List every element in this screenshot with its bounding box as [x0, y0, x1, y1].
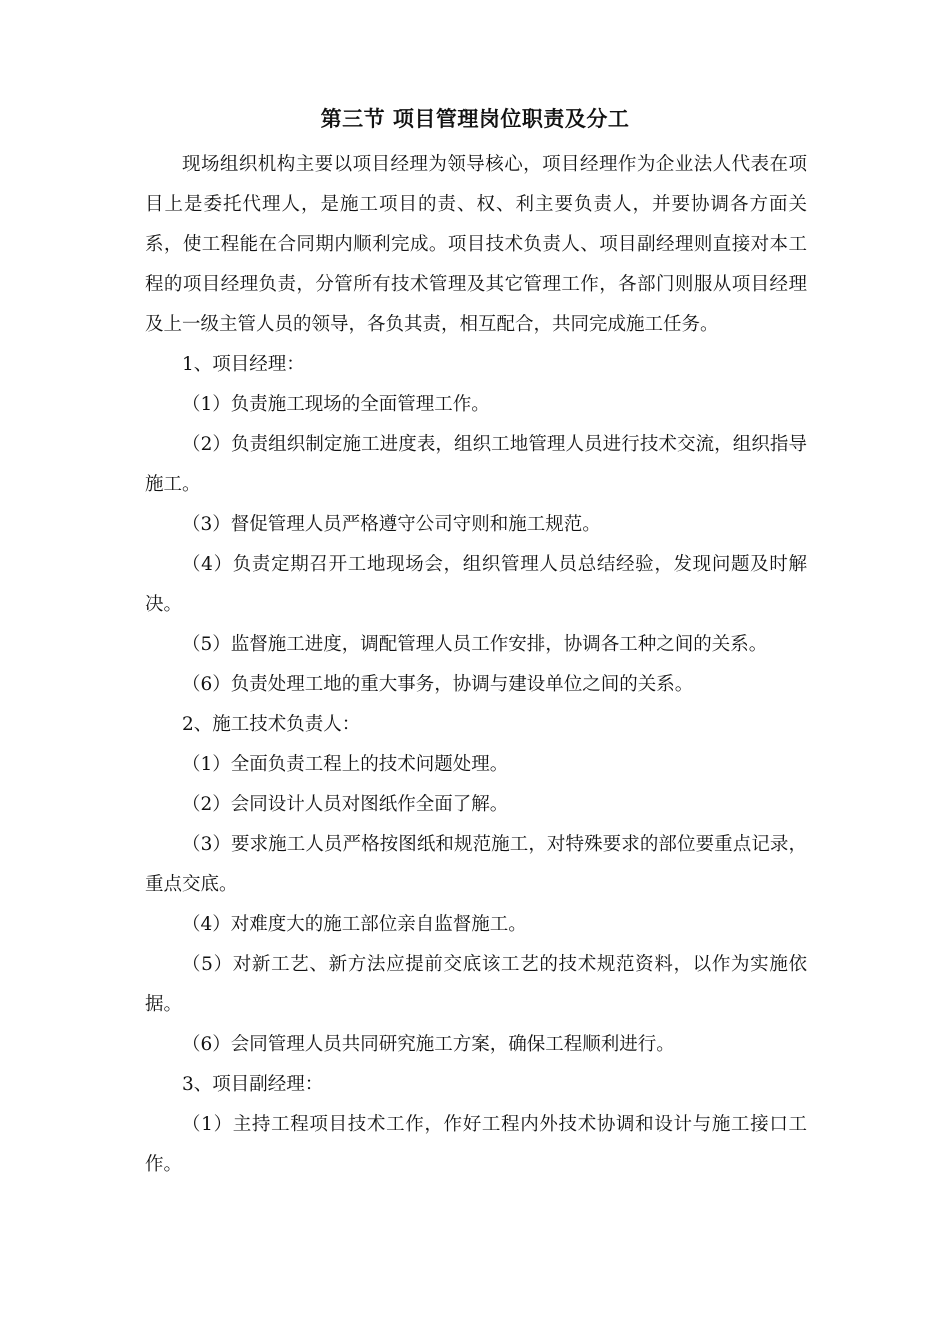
list-item: （1）主持工程项目技术工作，作好工程内外技术协调和设计与施工接口工作。 — [145, 1114, 807, 1175]
list-item: （6）会同管理人员共同研究施工方案，确保工程顺利进行。 — [182, 1034, 675, 1055]
paragraph-intro: 现场组织机构主要以项目经理为领导核心，项目经理作为企业法人代表在项目上是委托代理人，是施工项目的责、权、利主要负责人，并要协调各方面关系，使工程能在合同期内顺利完成。项目技术负责人、项目副经理则直接对本工程的项目经理负责，分管所有技术管理及其它管理工作，各部门则服从项目经理及上一级主管人员的领导，各负其责，相互配合，共同完成施工任务。 — [145, 154, 807, 335]
heading-technical-lead: 2、施工技术负责人： — [182, 714, 361, 735]
list-item: （3）督促管理人员严格遵守公司守则和施工规范。 — [182, 514, 601, 535]
list-item: （4）负责定期召开工地现场会，组织管理人员总结经验，发现问题及时解决。 — [145, 554, 807, 615]
list-item: （4）对难度大的施工部位亲自监督施工。 — [182, 914, 527, 935]
list-item: （1）负责施工现场的全面管理工作。 — [182, 394, 490, 415]
list-item: （5）监督施工进度，调配管理人员工作安排，协调各工种之间的关系。 — [182, 634, 768, 655]
document-body — [145, 145, 807, 1185]
list-item: （5）对新工艺、新方法应提前交底该工艺的技术规范资料，以作为实施依据。 — [145, 954, 807, 1015]
list-item: （2）负责组织制定施工进度表，组织工地管理人员进行技术交流，组织指导施工。 — [145, 434, 807, 495]
list-item: （2）会同设计人员对图纸作全面了解。 — [182, 794, 509, 815]
list-item: （3）要求施工人员严格按图纸和规范施工，对特殊要求的部位要重点记录，重点交底。 — [145, 834, 807, 895]
heading-deputy-manager: 3、项目副经理： — [182, 1074, 324, 1095]
list-item: （6）负责处理工地的重大事务，协调与建设单位之间的关系。 — [182, 674, 694, 695]
heading-project-manager: 1、项目经理： — [182, 354, 305, 375]
list-item: （1）全面负责工程上的技术问题处理。 — [182, 754, 509, 775]
section-title: 第三节 项目管理岗位职责及分工 — [320, 107, 630, 131]
